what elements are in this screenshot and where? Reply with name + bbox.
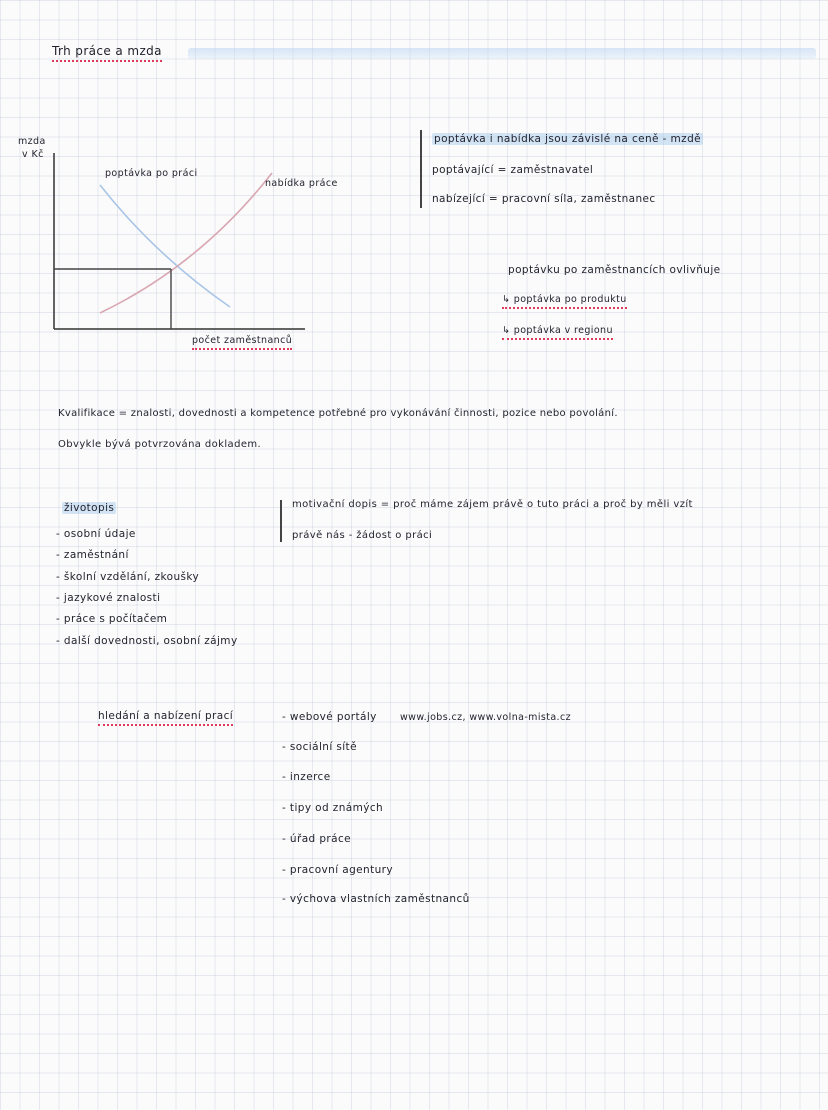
cv-item-5: - práce s počítačem — [56, 613, 168, 625]
cv-heading: životopis — [64, 502, 115, 514]
y-axis-unit: v Kč — [22, 149, 44, 160]
cv-item-4: - jazykové znalosti — [56, 592, 161, 604]
page-title: Trh práce a mzda — [52, 44, 162, 58]
qualification-line-1: Kvalifikace = znalosti, dovednosti a kompetence potřebné pro vykonávání činnosti, pozice nebo povolání. — [58, 408, 618, 419]
side-notes-bar — [420, 130, 422, 208]
motivation-line-1: motivační dopis = proč máme zájem právě o tuto práci a proč by měli vzít — [292, 499, 693, 510]
qualification-line-2: Obvykle bývá potvrzována dokladem. — [58, 439, 262, 450]
x-axis-label: počet zaměstnanců — [192, 335, 292, 346]
supply-curve — [100, 173, 272, 313]
motivation-bar — [280, 500, 282, 542]
title-highlight-bar — [188, 48, 816, 59]
y-axis-label: mzda — [18, 136, 46, 147]
job-search-item-1: - webové portály — [282, 711, 377, 723]
cv-item-6: - další dovednosti, osobní zájmy — [56, 635, 238, 647]
job-search-item-6: - pracovní agentury — [282, 864, 393, 876]
job-search-item-2: - sociální sítě — [282, 741, 357, 753]
job-search-item-4: - tipy od známých — [282, 802, 384, 814]
motivation-line-2: právě nás - žádost o práci — [292, 530, 433, 541]
cv-item-2: - zaměstnání — [56, 549, 129, 561]
job-search-item-3: - inzerce — [282, 771, 331, 783]
side-note-3: nabízející = pracovní síla, zaměstnanec — [432, 193, 656, 205]
cv-item-3: - školní vzdělání, zkoušky — [56, 571, 200, 583]
job-websites: www.jobs.cz, www.volna-mista.cz — [400, 712, 571, 723]
demand-influence-item-1: ↳ poptávka po produktu — [502, 294, 627, 305]
demand-curve-label: poptávka po práci — [105, 168, 198, 179]
demand-curve — [100, 185, 230, 307]
demand-influence-item-2: ↳ poptávka v regionu — [502, 325, 613, 336]
demand-influence-heading: poptávku po zaměstnancích ovlivňuje — [508, 264, 721, 276]
job-search-item-5: - úřad práce — [282, 833, 351, 845]
side-note-1: poptávka i nabídka jsou závislé na ceně - mzdě — [434, 133, 702, 145]
job-search-item-7: - výchova vlastních zaměstnanců — [282, 893, 470, 905]
job-search-heading: hledání a nabízení prací — [98, 710, 233, 722]
cv-item-1: - osobní údaje — [56, 528, 136, 540]
side-note-2: poptávající = zaměstnavatel — [432, 164, 594, 176]
supply-curve-label: nabídka práce — [265, 178, 338, 189]
